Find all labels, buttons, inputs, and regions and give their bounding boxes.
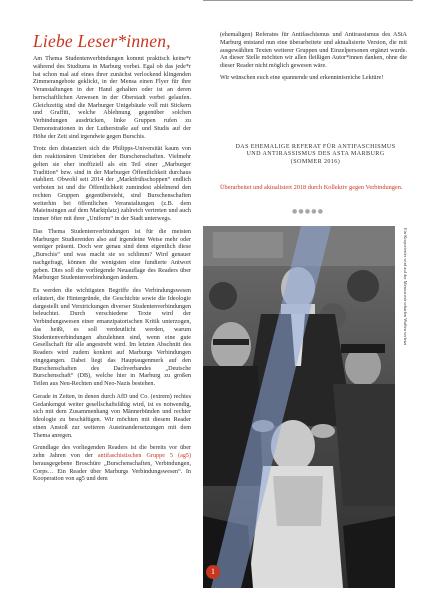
closing-paragraph: Wir wünschen euch eine spannende und erkenntnisreiche Lektüre! bbox=[220, 74, 384, 81]
photo-caption-text: Ein Korporierter wird auf der Mensur mit scharfen Waffen verletzt bbox=[403, 228, 408, 346]
top-rule bbox=[203, 0, 413, 1]
page-title: Liebe Leser*innen, bbox=[33, 31, 171, 51]
credit-line-3: (SOMMER 2016) bbox=[290, 158, 341, 165]
credit-line-2: UND ANTIRASSISMUS DES ASTA MARBURG bbox=[246, 151, 385, 158]
credit-line-1: DAS EHEMALIGE REFERAT FÜR ANTIFASCHISMUS bbox=[235, 144, 396, 150]
photo-caption bbox=[402, 228, 408, 588]
ag5-link[interactable]: antifaschistischen Gruppe 5 (ag5) bbox=[97, 453, 192, 459]
mensur-photo bbox=[203, 226, 395, 588]
context-paragraph: Gerade in Zeiten, in denen durch AfD und Co. (extrem) rechtes Gedankengut weiter gesellschaftsfähig wird, ist es notwendig, sich mit dem Zusammenhang von Männerbünden und rechter Ideologie zu beschäftigen. Wir möchten mit diesem Reader einen Anstoß zur weiteren Auseinandersetzungen mit dem Thema anregen. bbox=[33, 393, 191, 439]
origin-text-end: herausgegebene Broschüre „Burschenschaften, Verbindungen, Corps… Ein Reader über Marburgs Verbindungswesen“. In Kooperation von ag5 und dem bbox=[33, 460, 191, 483]
right-column bbox=[220, 32, 407, 87]
origin-paragraph bbox=[33, 445, 191, 484]
photo-illustration bbox=[203, 226, 395, 588]
page-number-badge: 1 bbox=[206, 565, 220, 579]
origin-text-start: Grundlage des vorliegenden Readers ist die bereits vor über zehn Jahren von der bbox=[33, 445, 191, 459]
left-column bbox=[33, 56, 191, 489]
topic-paragraph: Das Thema Studentenverbindungen ist für die meisten Marburger Studierenden also auf irgendeine Weise mehr oder weniger präsent. Doch wer genau sind denn eigentlich diese „Burschis“ und was macht sie so schlimm? Wird genauer nachgefragt, können die wenigsten eine fundierte Antwort geben. Dies soll die vorliegende Neuauflage des Readers über Marburger Studentenverbindungen ändern. bbox=[33, 228, 191, 282]
contents-paragraph: Es werden die wichtigsten Begriffe des Verbindungswesen erläutert, die Hintergründe, die Geschichte sowie die Ideologie dargestellt und Verstrickungen diverser Studentenverbindungen beleuchtet. Durch verschiedene Texte wird der Verbindungswesen einer emanzipatorischen Kritik unterzogen, das heißt, es soll verdeutlicht werden, warum Studentenverbindungen abzulehnen sind, wenn eine gute Gesellschaft für alle angestrebt wird. Im letzten Abschnitt des Readers wird zudem konkret auf Marburgs Verbindungen eingegangen. Dabei liegt das Hauptaugenmerk auf den Burschenschaften des Dachverbandes „Deutsche Burschenschaft“ (DB), welche hier in Marburg zu großen Teilen aus Neu-Rechten und Neo-Nazis bestehen. bbox=[33, 288, 191, 387]
author-credit bbox=[228, 144, 403, 166]
university-paragraph: Trotz den distanziert sich die Philipps-Universität kaum von den reaktionären Umtrieben der Burschenschaften. Vielmehr gelten sie eher inoffiziell als ein Teil einer „Marburger Tradition“ bzw. sind in der Marburger Öffentlichkeit durchaus etabliert. Obwohl seit 2014 der „Marktfrühschoppen“ endlich verboten ist und die Öffentlichkeit zumindest ablehnend den rechten Gruppen gegenübersteht, sind Burschenschaften weiterhin bei öffentlichen Veranstaltungen (z.B. dem Maieinsingen auf dem Marktplatz) zahlreich vertreten und auch immer öfter mit ihrer „Uniform“ in der Stadt unterwegs. bbox=[33, 146, 191, 222]
intro-paragraph: Am Thema Studentenverbindungen kommt praktisch keine*r während des Studiums in Marburg vorbei. Egal ob das jede*r hat schon mal auf eines ihrer zunächst verlockend klingenden Zimmerangebote geklickt, in der Mensa einen Flyer für ihre Veranstaltungen in der Hand gehalten oder ist an deren herrschaftlichen Anwesen in der Oberstadt vorbei gelaufen. Gleichzeitig sind die Marburger Unigebäude voll mit Stickern und Graffiti, welche Ablehnung gegenüber solchen Verbindungen ausdrücken, linke Gruppen rufen zu Demonstrationen in der Lutherstraße auf und Studis auf der Höhe der Zeit sind irgendwie gegen Burschis. bbox=[33, 56, 191, 140]
update-note: Überarbeitet und aktualisiert 2018 durch Kollektiv gegen Verbindungen. bbox=[220, 184, 403, 191]
dot-separator: ●●●●● bbox=[292, 208, 325, 215]
continuation-paragraph: (ehemaligen) Referates für Antifaschismus und Antirassismus des AStA Marburg entstand nun eine überarbeitete und aktualisierte Version, die mit ausgewählten Texten weiterer Gruppen und Einzelpersonen ergänzt wurde. An dieser Stelle möchten wir allen fleißigen Autor*innen danken, ohne die dieser Reader nicht möglich gewesen wäre. bbox=[220, 32, 407, 69]
